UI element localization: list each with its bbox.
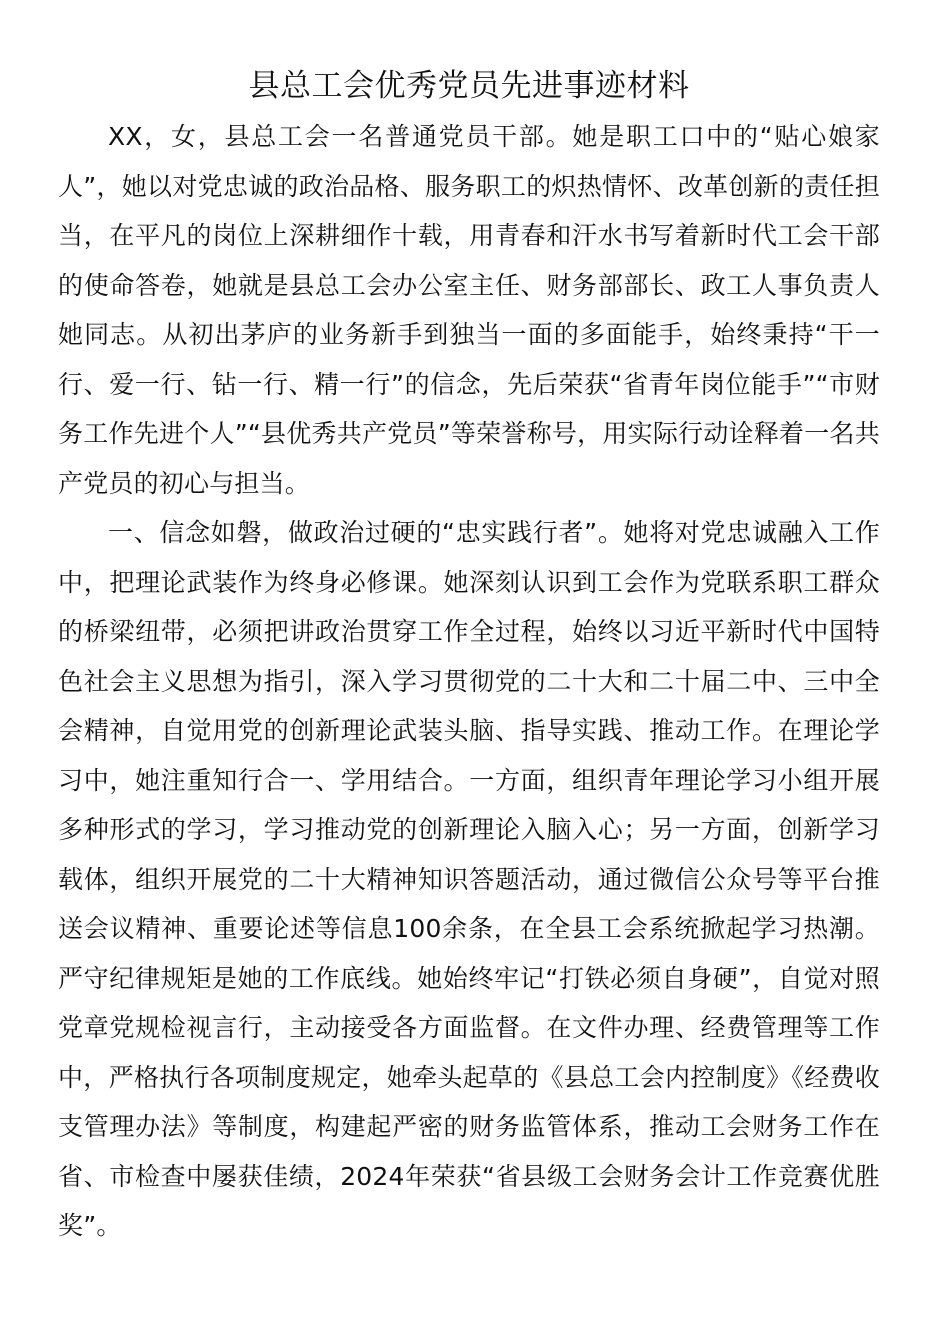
document-title: 县总工会优秀党员先进事迹材料 <box>248 68 690 104</box>
paragraph-intro: XX，女，县总工会一名普通党员干部。她是职工口中的“贴心娘家人”，她以对党忠诚的政治品格、服务职工的炽热情怀、改革创新的责任担当，在平凡的岗位上深耕细作十载，用青春和汗水书写着新时代工会干部的使命答卷，她就是县总工会办公室主任、财务部部长、政工人事负责人她同志。从初出茅庐的业务新手到独当一面的多面能手，始终秉持“干一行、爱一行、钻一行、精一行”的信念，先后荣获“省青年岗位能手”“市财务工作先进个人”“县优秀共产党员”等荣誉称号，用实际行动诠释着一名共产党员的初心与担当。 <box>58 122 880 498</box>
paragraph-section-one: 一、信念如磐，做政治过硬的“忠实践行者”。她将对党忠诚融入工作中，把理论武装作为终身必修课。她深刻认识到工会作为党联系职工群众的桥梁纽带，必须把讲政治贯穿工作全过程，始终以习近平新时代中国特色社会主义思想为指引，深入学习贯彻党的二十大和二十届二中、三中全会精神，自觉用党的创新理论武装头脑、指导实践、推动工作。在理论学习中，她注重知行合一、学用结合。一方面，组织青年理论学习小组开展多种形式的学习，学习推动党的创新理论入脑入心；另一方面，创新学习载体，组织开展党的二十大精神知识答题活动，通过微信公众号等平台推送会议精神、重要论述等信息100余条，在全县工会系统掀起学习热潮。严守纪律规矩是她的工作底线。她始终牢记“打铁必须自身硬”，自觉对照党章党规检视言行，主动接受各方面监督。在文件办理、经费管理等工作中，严格执行各项制度规定，她牵头起草的《县总工会内控制度》《经费收支管理办法》等制度，构建起严密的财务监管体系，推动工会财务工作在省、市检查中屡获佳绩，2024年荣获“省县级工会财务会计工作竞赛优胜奖”。 <box>58 518 880 1240</box>
